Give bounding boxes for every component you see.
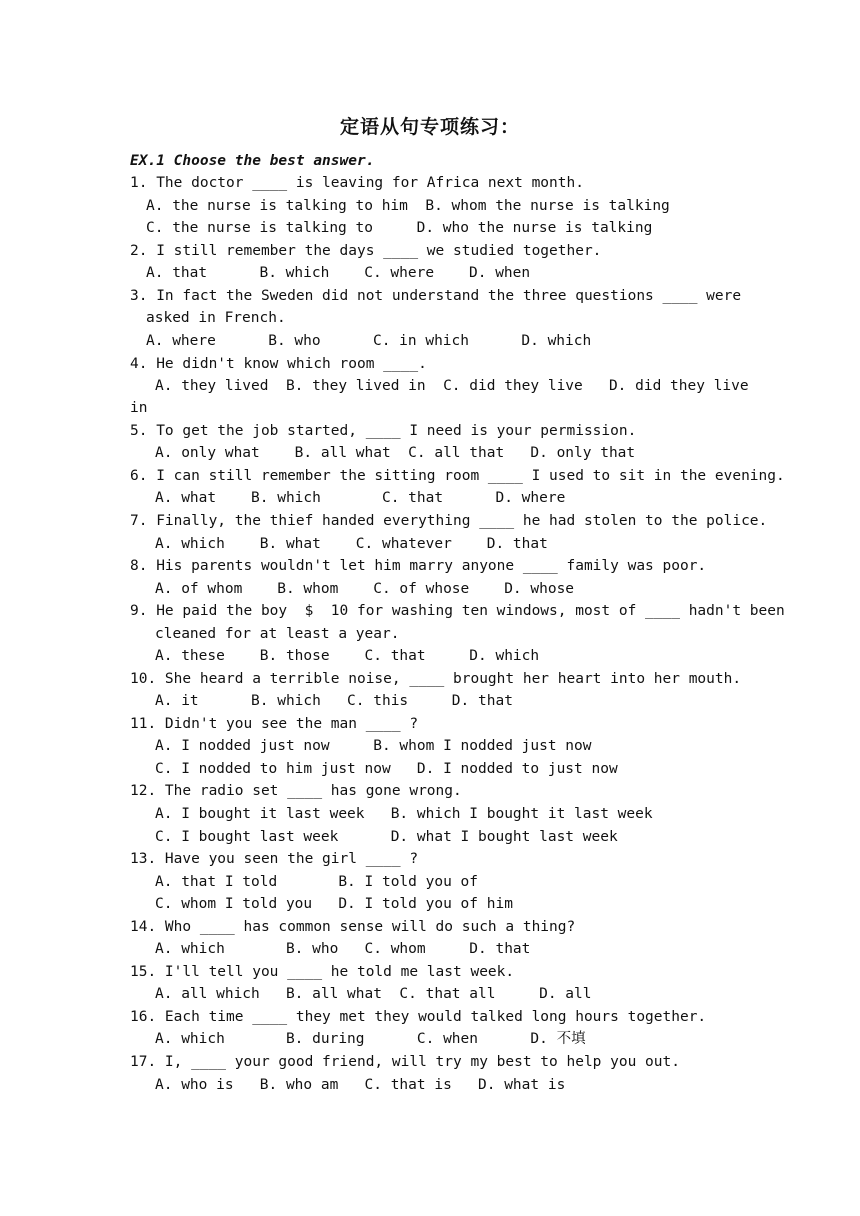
question-11: 11. Didn't you see the man ____ ? — [130, 716, 419, 732]
question-12-options-ab: A. I bought it last week B. which I bought it last week — [155, 806, 653, 822]
question-5: 5. To get the job started, ____ I need is your permission. — [130, 423, 637, 439]
exercise-heading: EX.1 Choose the best answer. — [130, 153, 375, 169]
question-17: 17. I, ____ your good friend, will try my best to help you out. — [130, 1054, 680, 1070]
question-12-options-cd: C. I bought last week D. what I bought last week — [155, 829, 618, 845]
question-12: 12. The radio set ____ has gone wrong. — [130, 783, 462, 799]
page-title: 定语从句专项练习： — [339, 116, 520, 138]
question-11-options-cd: C. I nodded to him just now D. I nodded to just now — [155, 761, 618, 777]
question-3-continued: asked in French. — [146, 310, 286, 326]
question-9: 9. He paid the boy $ 10 for washing ten windows, most of ____ hadn't been — [130, 603, 785, 619]
question-13-options-ab: A. that I told B. I told you of — [155, 874, 479, 890]
question-5-options: A. only what B. all what C. all that D. only that — [155, 445, 636, 461]
question-1: 1. The doctor ____ is leaving for Africa next month. — [130, 175, 584, 191]
question-9-continued: cleaned for at least a year. — [155, 626, 400, 642]
question-15-options: A. all which B. all what C. that all D. all — [155, 986, 592, 1002]
question-1-options-cd: C. the nurse is talking to D. who the nurse is talking — [146, 220, 653, 236]
question-4-options: A. they lived B. they lived in C. did they live D. did they live — [155, 378, 749, 394]
question-13-options-cd: C. whom I told you D. I told you of him — [155, 896, 513, 912]
question-6: 6. I can still remember the sitting room ____ I used to sit in the evening. — [130, 468, 785, 484]
question-2-options: A. that B. which C. where D. when — [146, 265, 531, 281]
question-16-options: A. which B. during C. when D. 不填 — [155, 1031, 586, 1047]
question-4-options-wrap: in — [130, 400, 148, 416]
question-10-options: A. it B. which C. this D. that — [155, 693, 513, 709]
question-14: 14. Who ____ has common sense will do such a thing? — [130, 919, 576, 935]
question-17-options: A. who is B. who am C. that is D. what is — [155, 1077, 566, 1093]
question-1-options-ab: A. the nurse is talking to him B. whom the nurse is talking — [146, 198, 670, 214]
question-3: 3. In fact the Sweden did not understand the three questions ____ were — [130, 288, 742, 304]
question-15: 15. I'll tell you ____ he told me last week. — [130, 964, 515, 980]
question-6-options: A. what B. which C. that D. where — [155, 490, 566, 506]
question-9-options: A. these B. those C. that D. which — [155, 648, 540, 664]
question-10: 10. She heard a terrible noise, ____ brought her heart into her mouth. — [130, 671, 742, 687]
question-14-options: A. which B. who C. whom D. that — [155, 941, 531, 957]
question-16: 16. Each time ____ they met they would talked long hours together. — [130, 1009, 707, 1025]
question-4: 4. He didn't know which room ____. — [130, 356, 427, 372]
question-8-options: A. of whom B. whom C. of whose D. whose — [155, 581, 575, 597]
question-3-options: A. where B. who C. in which D. which — [146, 333, 592, 349]
question-7: 7. Finally, the thief handed everything ____ he had stolen to the police. — [130, 513, 768, 529]
question-8: 8. His parents wouldn't let him marry anyone ____ family was poor. — [130, 558, 707, 574]
question-11-options-ab: A. I nodded just now B. whom I nodded just now — [155, 738, 592, 754]
question-7-options: A. which B. what C. whatever D. that — [155, 536, 548, 552]
question-2: 2. I still remember the days ____ we studied together. — [130, 243, 602, 259]
question-13: 13. Have you seen the girl ____ ? — [130, 851, 419, 867]
